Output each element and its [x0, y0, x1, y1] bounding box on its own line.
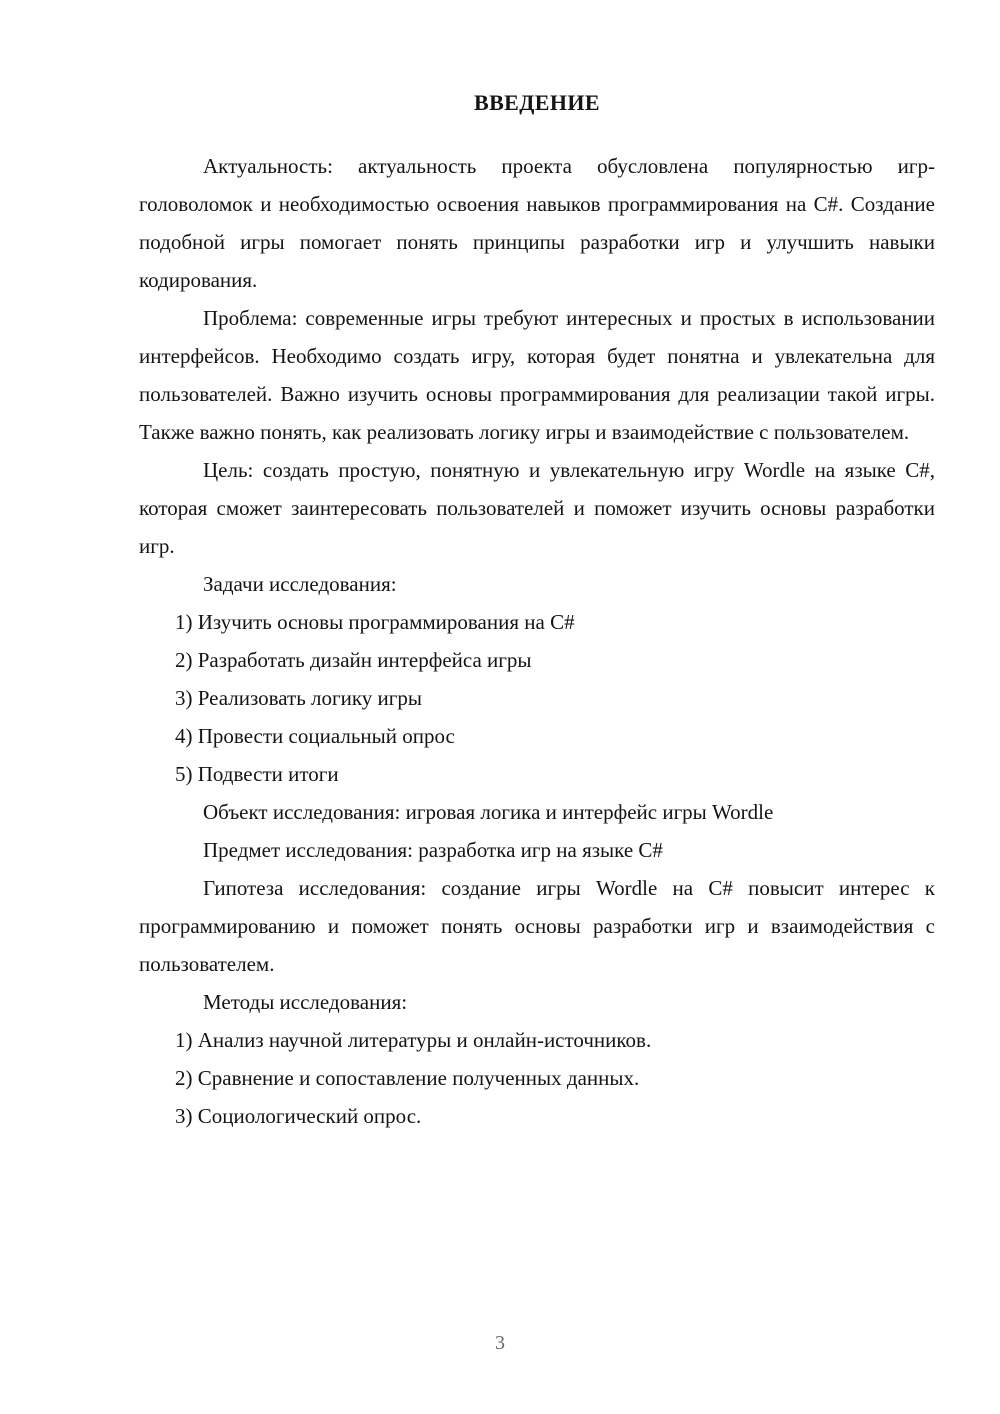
heading-tasks: Задачи исследования:	[203, 572, 397, 596]
paragraph-object: Объект исследования: игровая логика и интерфейс игры Wordle	[203, 800, 774, 824]
heading-methods: Методы исследования:	[203, 990, 408, 1014]
list-item: 3) Реализовать логику игры	[175, 686, 422, 710]
list-item: 1) Изучить основы программирования на C#	[175, 610, 575, 634]
paragraph-relevance: Актуальность: актуальность проекта обусловлена популярностью игр-головоломок и необходимостью освоения навыков программирования на C#. Создание подобной игры помогает понять принципы разработки игр и улучшить навыки кодирования.	[139, 154, 935, 292]
page-title: ВВЕДЕНИЕ	[474, 90, 600, 115]
list-item: 5) Подвести итоги	[175, 762, 339, 786]
methods-list	[139, 1021, 935, 1135]
page-number: 3	[495, 1332, 505, 1354]
list-item: 2) Сравнение и сопоставление полученных данных.	[175, 1066, 640, 1090]
paragraph-hypothesis: Гипотеза исследования: создание игры Wordle на C# повысит интерес к программированию и поможет понять основы разработки игр и взаимодействия с пользователем.	[139, 876, 935, 976]
page-content-body	[139, 92, 935, 1135]
list-item: 2) Разработать дизайн интерфейса игры	[175, 648, 532, 672]
list-item: 4) Провести социальный опрос	[175, 724, 455, 748]
paragraph-subject: Предмет исследования: разработка игр на языке C#	[203, 838, 663, 862]
list-item: 1) Анализ научной литературы и онлайн-источников.	[175, 1028, 652, 1052]
paragraph-goal: Цель: создать простую, понятную и увлекательную игру Wordle на языке C#, которая сможет заинтересовать пользователей и поможет изучить основы разработки игр.	[139, 458, 935, 558]
list-item: 3) Социологический опрос.	[175, 1104, 422, 1128]
paragraph-problem: Проблема: современные игры требуют интересных и простых в использовании интерфейсов. Необходимо создать игру, которая будет понятна и увлекательна для пользователей. Важно изучить основы программирования для реализации такой игры. Также важно понять, как реализовать логику игры и взаимодействие с пользователем.	[139, 306, 935, 444]
tasks-list	[139, 603, 935, 793]
